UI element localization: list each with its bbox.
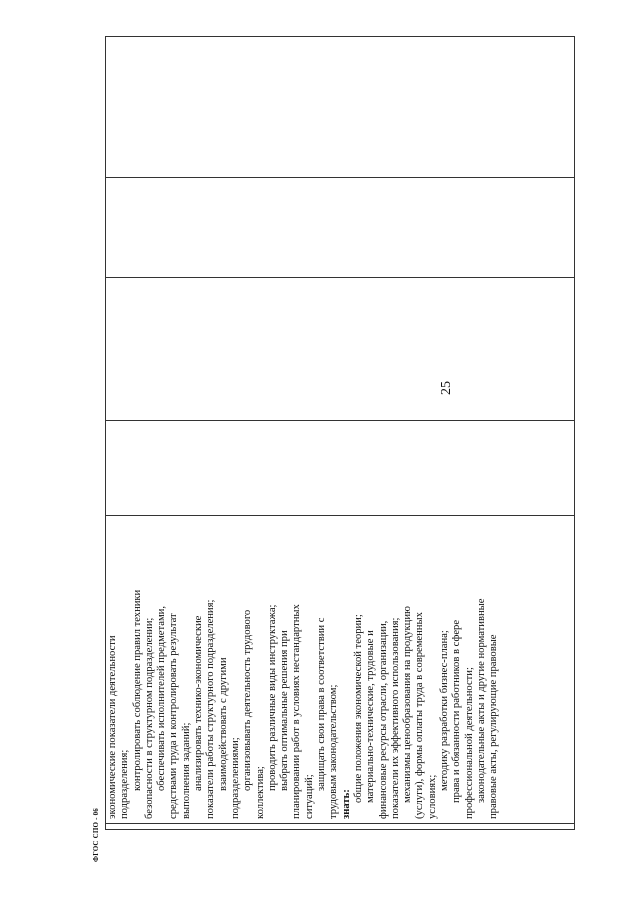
content-line: обеспечивать исполнителей предметами, [156, 606, 168, 791]
table-cell-hours [106, 421, 575, 516]
content-line: показатели работы структурного подразделения; [205, 599, 217, 819]
table-row [106, 37, 575, 830]
content-line: защищать свои права в соответствии с [316, 617, 328, 791]
footer-rotated [8, 700, 138, 880]
content-line: средствами труда и контролировать результат [168, 613, 180, 819]
footer-label: ФГОС СПО - 06 [92, 807, 100, 862]
content-line: условиях; [426, 774, 438, 819]
content-line: проводить различные виды инструктажа; [266, 604, 278, 791]
content-line: законодательные акты и другие нормативные [475, 598, 487, 803]
rotated-page-inner [105, 40, 575, 830]
table-cell-hours-2 [106, 278, 575, 421]
content-line: контролировать соблюдение правил техники [131, 589, 143, 791]
content-line: финансовые ресурсы отрасли, организации, [377, 620, 389, 819]
content-line: ситуаций; [303, 774, 315, 819]
content-line: трудовым законодательством; [328, 684, 340, 819]
table-cell-content [106, 516, 575, 824]
content-line: методику разработки бизнес-плана; [439, 630, 451, 791]
page-number: 25 [439, 381, 454, 395]
content-line: организовывать деятельность трудового [242, 609, 254, 791]
content-line: права и обязанности работников в сфере [451, 619, 463, 803]
table-cell-discipline [106, 178, 575, 278]
content-line: подразделения; [119, 749, 131, 819]
content-line: планировании работ в условиях нестандартных [291, 604, 303, 819]
footer-wrapper [8, 700, 138, 880]
curriculum-table [105, 36, 575, 830]
content-line: (услуги), формы оплаты труда в современных [414, 612, 426, 819]
content-line: взаимодействовать с другими [217, 657, 229, 791]
content-line: показатели их эффективного использования; [389, 617, 401, 819]
rotated-page [105, 40, 575, 830]
content-line: общие положения экономической теории; [352, 614, 364, 803]
content-line: выбрать оптимальные решения при [279, 630, 291, 791]
table-cell-competence [106, 37, 575, 178]
content-line: анализировать технико-экономические [193, 615, 205, 791]
content-line: профессиональной деятельности; [463, 667, 475, 819]
content-line: правовые акты, регулирующие правовые [488, 634, 500, 819]
content-line: безопасности в структурном подразделении; [143, 617, 155, 819]
content-line: выполнения заданий; [180, 722, 192, 819]
content-line: материально-технические, трудовые и [365, 630, 377, 803]
table-cell-index [106, 824, 575, 830]
content-line: механизмы ценообразования на продукцию [402, 606, 414, 803]
content-line: коллектива; [254, 766, 266, 819]
content-line: экономические показатели деятельности [107, 635, 118, 819]
content-line: подразделениями; [229, 737, 241, 819]
content-text [106, 516, 501, 823]
content-line: знать: [340, 789, 352, 819]
